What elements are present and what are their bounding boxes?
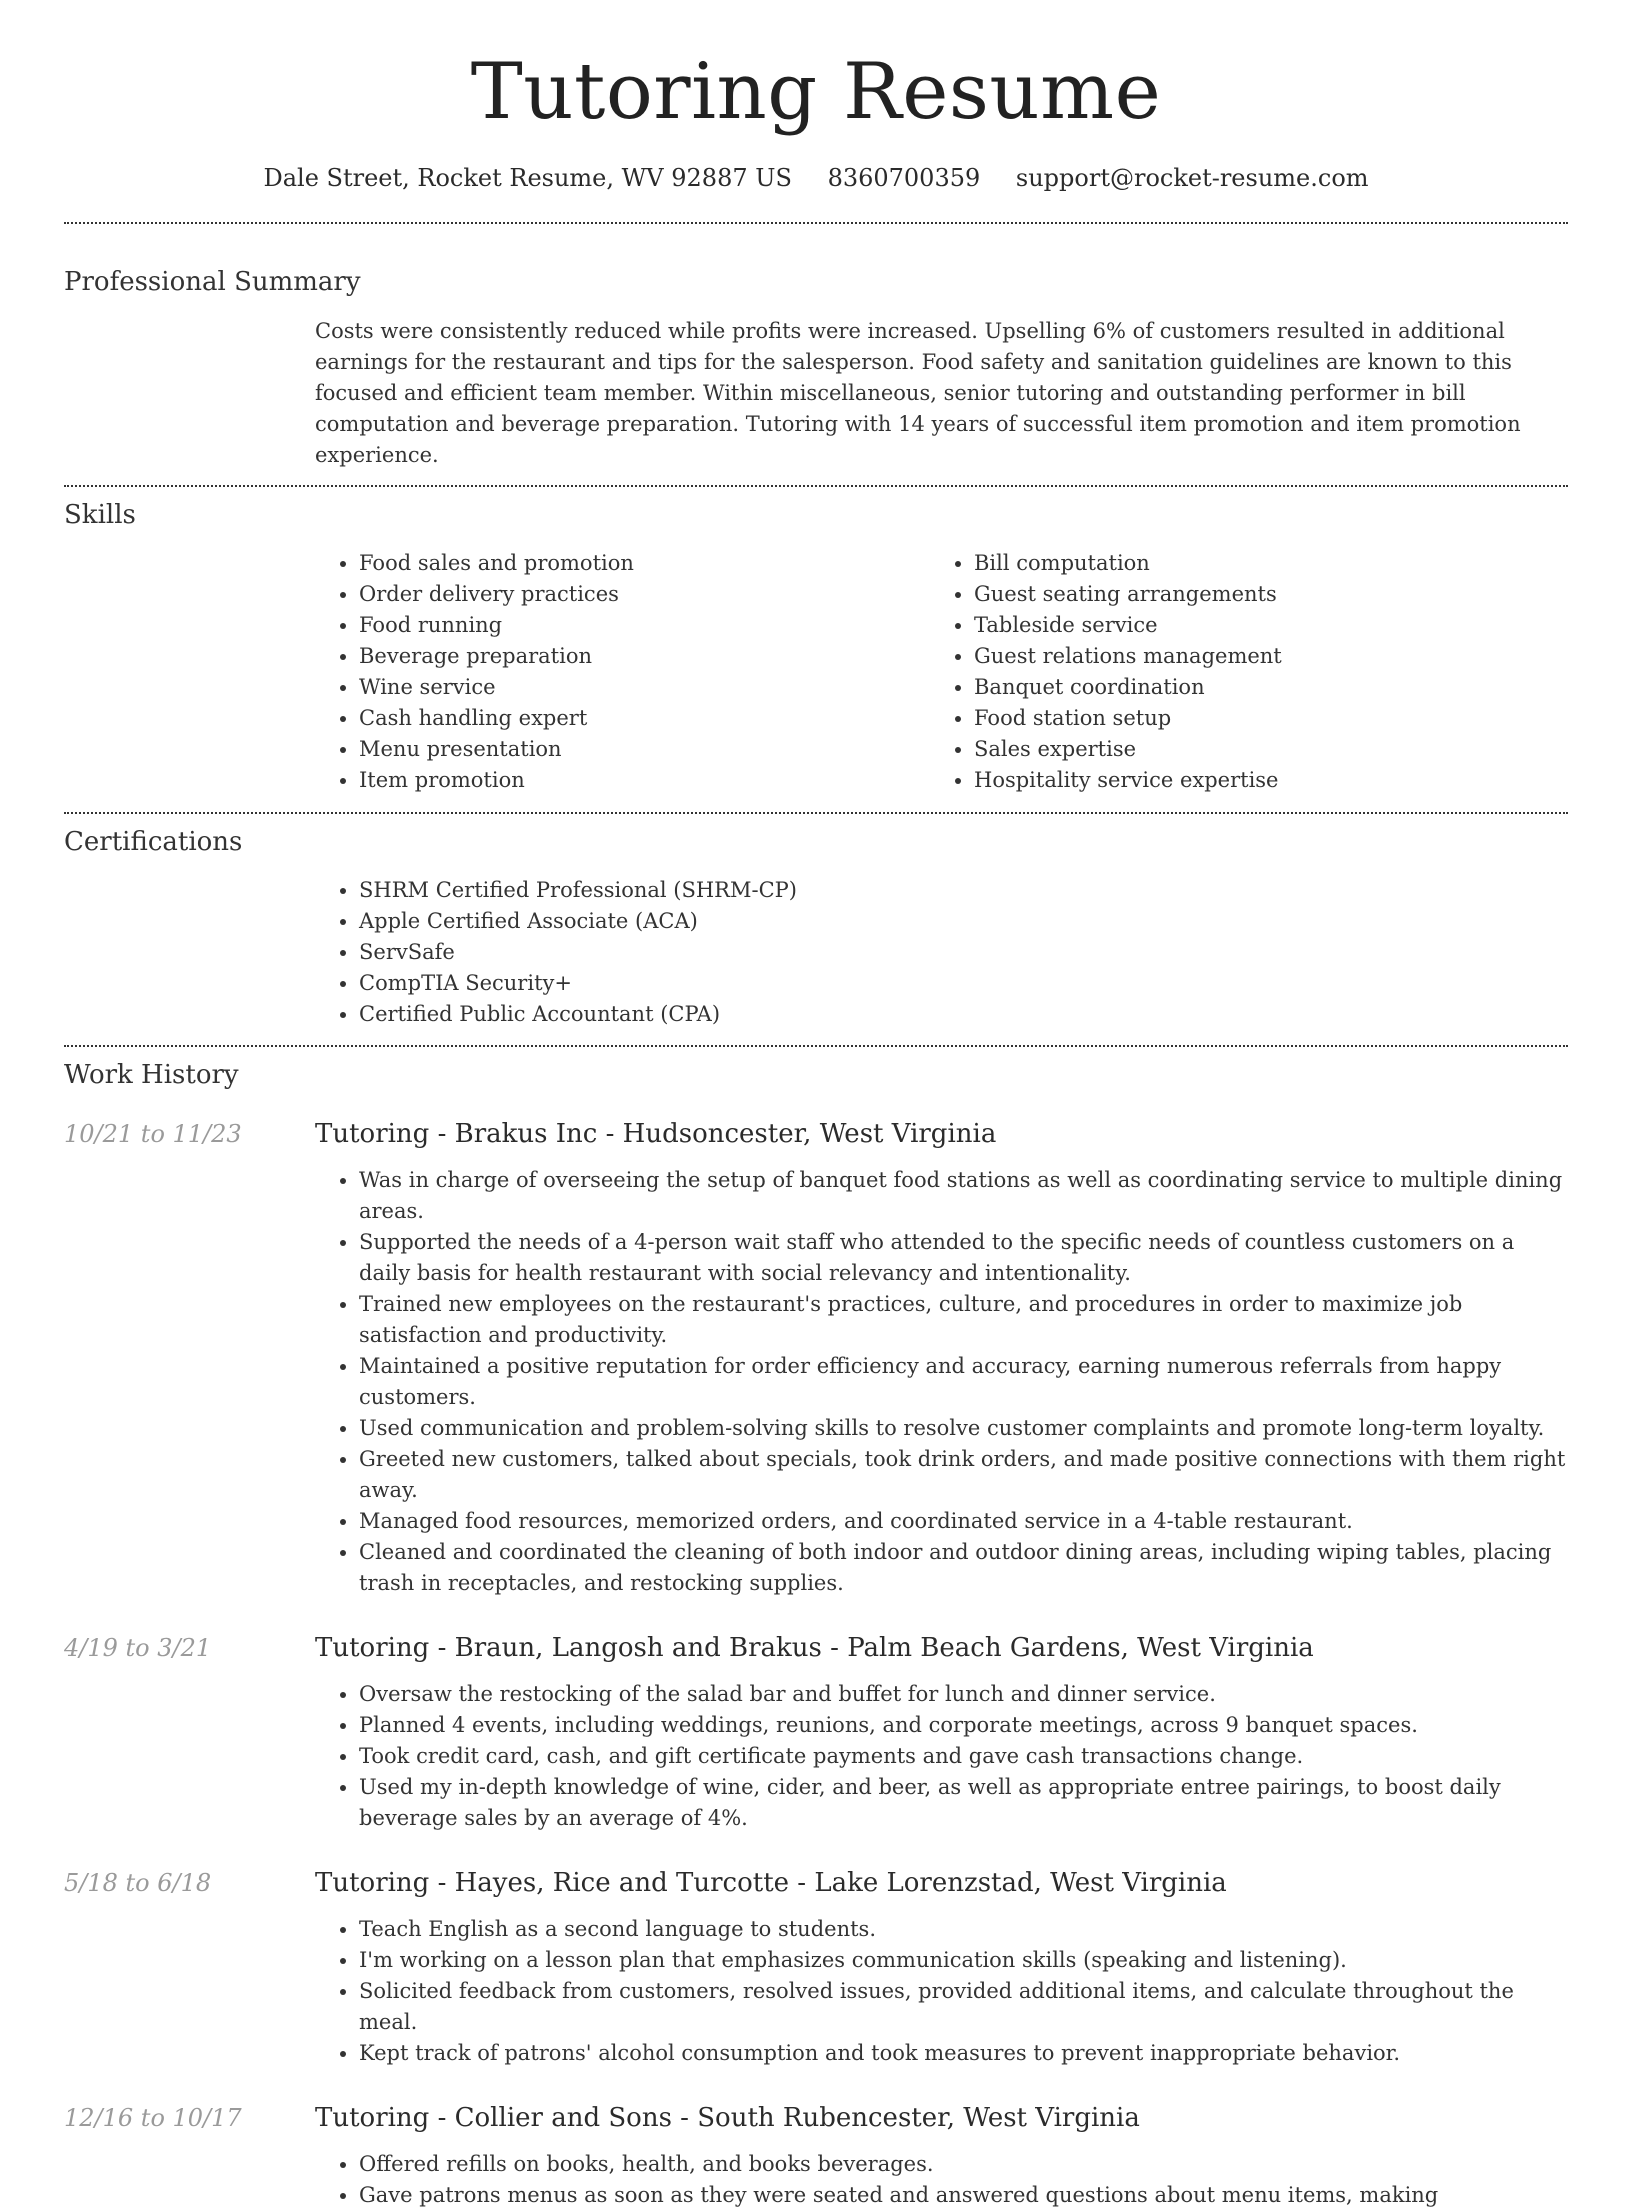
job-bullet: • I'm working on a lesson plan that emphasizes communication skills (speaking and listening).	[359, 1945, 1568, 1976]
work-history-section	[0, 1047, 1632, 2211]
job-bullet: • Was in charge of overseeing the setup of banquet food stations as well as coordinating service to multiple dining areas.	[359, 1165, 1568, 1227]
job-bullet: • Oversaw the restocking of the salad bar and buffet for lunch and dinner service.	[359, 1679, 1568, 1710]
certification-item: • ServSafe	[359, 937, 1568, 968]
job-dates: 5/18 to 6/18	[64, 1869, 212, 1898]
skill-item: • Guest seating arrangements	[974, 579, 1545, 610]
summary-text: Costs were consistently reduced while profits were increased. Upselling 6% of customers resulted in additional earnings for the restaurant and tips for the salesperson. Food safety and sanitation guidelines are known to this focused and efficient team member. Within miscellaneous, senior tutoring and outstanding performer in bill computation and beverage preparation. Tutoring with 14 years of successful item promotion and item promotion experience.	[315, 318, 1521, 467]
skills-list-left	[315, 548, 930, 796]
job-title: Tutoring - Collier and Sons - South Rubencester, West Virginia	[315, 2103, 1140, 2134]
job-entry	[64, 1633, 1568, 1834]
job-header	[64, 1633, 1568, 1663]
job-bullet: • Gave patrons menus as soon as they were seated and answered questions about menu items, making	[359, 2180, 1568, 2211]
skills-list-right	[930, 548, 1545, 796]
skill-item: • Item promotion	[359, 765, 930, 796]
job-dates: 10/21 to 11/23	[64, 1120, 242, 1149]
job-bullets	[315, 1679, 1568, 1834]
job-header	[64, 2103, 1568, 2133]
job-entry	[64, 2103, 1568, 2211]
job-entry	[64, 1119, 1568, 1599]
skill-item: • Food sales and promotion	[359, 548, 930, 579]
job-dates: 4/19 to 3/21	[64, 1634, 212, 1663]
skills-section	[0, 487, 1632, 796]
job-bullet: • Maintained a positive reputation for order efficiency and accuracy, earning numerous referrals from happy customers.	[359, 1351, 1568, 1413]
skills-column-left	[315, 548, 930, 796]
job-bullet: • Teach English as a second language to students.	[359, 1914, 1568, 1945]
certification-item: • Certified Public Accountant (CPA)	[359, 999, 1568, 1030]
skill-item: • Sales expertise	[974, 734, 1545, 765]
job-bullet: • Supported the needs of a 4-person wait staff who attended to the specific needs of countless customers on a daily basis for health restaurant with social relevancy and intentionality.	[359, 1227, 1568, 1289]
job-bullet: • Kept track of patrons' alcohol consumption and took measures to prevent inappropriate behavior.	[359, 2038, 1568, 2069]
resume-title: Tutoring Resume	[470, 47, 1162, 137]
job-bullet: • Solicited feedback from customers, resolved issues, provided additional items, and calculate throughout the meal.	[359, 1976, 1568, 2038]
contact-address: Dale Street, Rocket Resume, WV 92887 US	[263, 163, 792, 192]
certifications-list	[315, 875, 1568, 1030]
job-entry	[64, 1868, 1568, 2069]
certification-item: • Apple Certified Associate (ACA)	[359, 906, 1568, 937]
skill-item: • Banquet coordination	[974, 672, 1545, 703]
job-bullet: • Managed food resources, memorized orders, and coordinated service in a 4-table restaurant.	[359, 1506, 1568, 1537]
job-bullets	[315, 2149, 1568, 2211]
skills-grid	[315, 548, 1568, 796]
job-title: Tutoring - Brakus Inc - Hudsoncester, West Virginia	[315, 1119, 997, 1150]
job-bullet: • Offered refills on books, health, and books beverages.	[359, 2149, 1568, 2180]
certifications-heading: Certifications	[64, 827, 243, 858]
skill-item: • Tableside service	[974, 610, 1545, 641]
job-bullet: • Trained new employees on the restaurant's practices, culture, and procedures in order to maximize job satisfaction and productivity.	[359, 1289, 1568, 1351]
summary-heading: Professional Summary	[64, 266, 361, 297]
certification-item: • SHRM Certified Professional (SHRM-CP)	[359, 875, 1568, 906]
skill-item: • Food running	[359, 610, 930, 641]
job-bullets	[315, 1165, 1568, 1599]
skill-item: • Cash handling expert	[359, 703, 930, 734]
job-bullet: • Used my in-depth knowledge of wine, cider, and beer, as well as appropriate entree pairings, to boost daily beverage sales by an average of 4%.	[359, 1772, 1568, 1834]
job-bullet: • Greeted new customers, talked about specials, took drink orders, and made positive connections with them right away.	[359, 1444, 1568, 1506]
job-header	[64, 1868, 1568, 1898]
skill-item: • Bill computation	[974, 548, 1545, 579]
skill-item: • Hospitality service expertise	[974, 765, 1545, 796]
skills-column-right	[930, 548, 1545, 796]
skill-item: • Beverage preparation	[359, 641, 930, 672]
skills-heading: Skills	[64, 499, 136, 530]
summary-section	[0, 224, 1632, 471]
job-bullet: • Cleaned and coordinated the cleaning of both indoor and outdoor dining areas, including wiping tables, placing trash in receptacles, and restocking supplies.	[359, 1537, 1568, 1599]
job-bullets	[315, 1914, 1568, 2069]
job-bullet: • Took credit card, cash, and gift certificate payments and gave cash transactions change.	[359, 1741, 1568, 1772]
certification-item: • CompTIA Security+	[359, 968, 1568, 999]
work-history-heading: Work History	[64, 1060, 239, 1091]
contact-phone: 8360700359	[827, 163, 981, 192]
skill-item: • Food station setup	[974, 703, 1545, 734]
job-bullet: • Planned 4 events, including weddings, reunions, and corporate meetings, across 9 banquet spaces.	[359, 1710, 1568, 1741]
job-title: Tutoring - Hayes, Rice and Turcotte - Lake Lorenzstad, West Virginia	[315, 1868, 1227, 1899]
resume-header	[0, 0, 1632, 193]
job-bullet-list	[315, 1165, 1568, 1599]
contact-line	[0, 164, 1632, 193]
skill-item: • Order delivery practices	[359, 579, 930, 610]
job-header	[64, 1119, 1568, 1149]
job-bullet-list	[315, 2149, 1568, 2211]
job-bullet-list	[315, 1679, 1568, 1834]
job-dates: 12/16 to 10/17	[64, 2104, 242, 2133]
job-bullet-list	[315, 1914, 1568, 2069]
job-title: Tutoring - Braun, Langosh and Brakus - Palm Beach Gardens, West Virginia	[315, 1633, 1314, 1664]
skill-item: • Wine service	[359, 672, 930, 703]
job-bullet: • Used communication and problem-solving skills to resolve customer complaints and promote long-term loyalty.	[359, 1413, 1568, 1444]
contact-email: support@rocket-resume.com	[1015, 163, 1369, 192]
certifications-body	[315, 875, 1568, 1030]
skill-item: • Guest relations management	[974, 641, 1545, 672]
certifications-section	[0, 814, 1632, 1030]
skill-item: • Menu presentation	[359, 734, 930, 765]
